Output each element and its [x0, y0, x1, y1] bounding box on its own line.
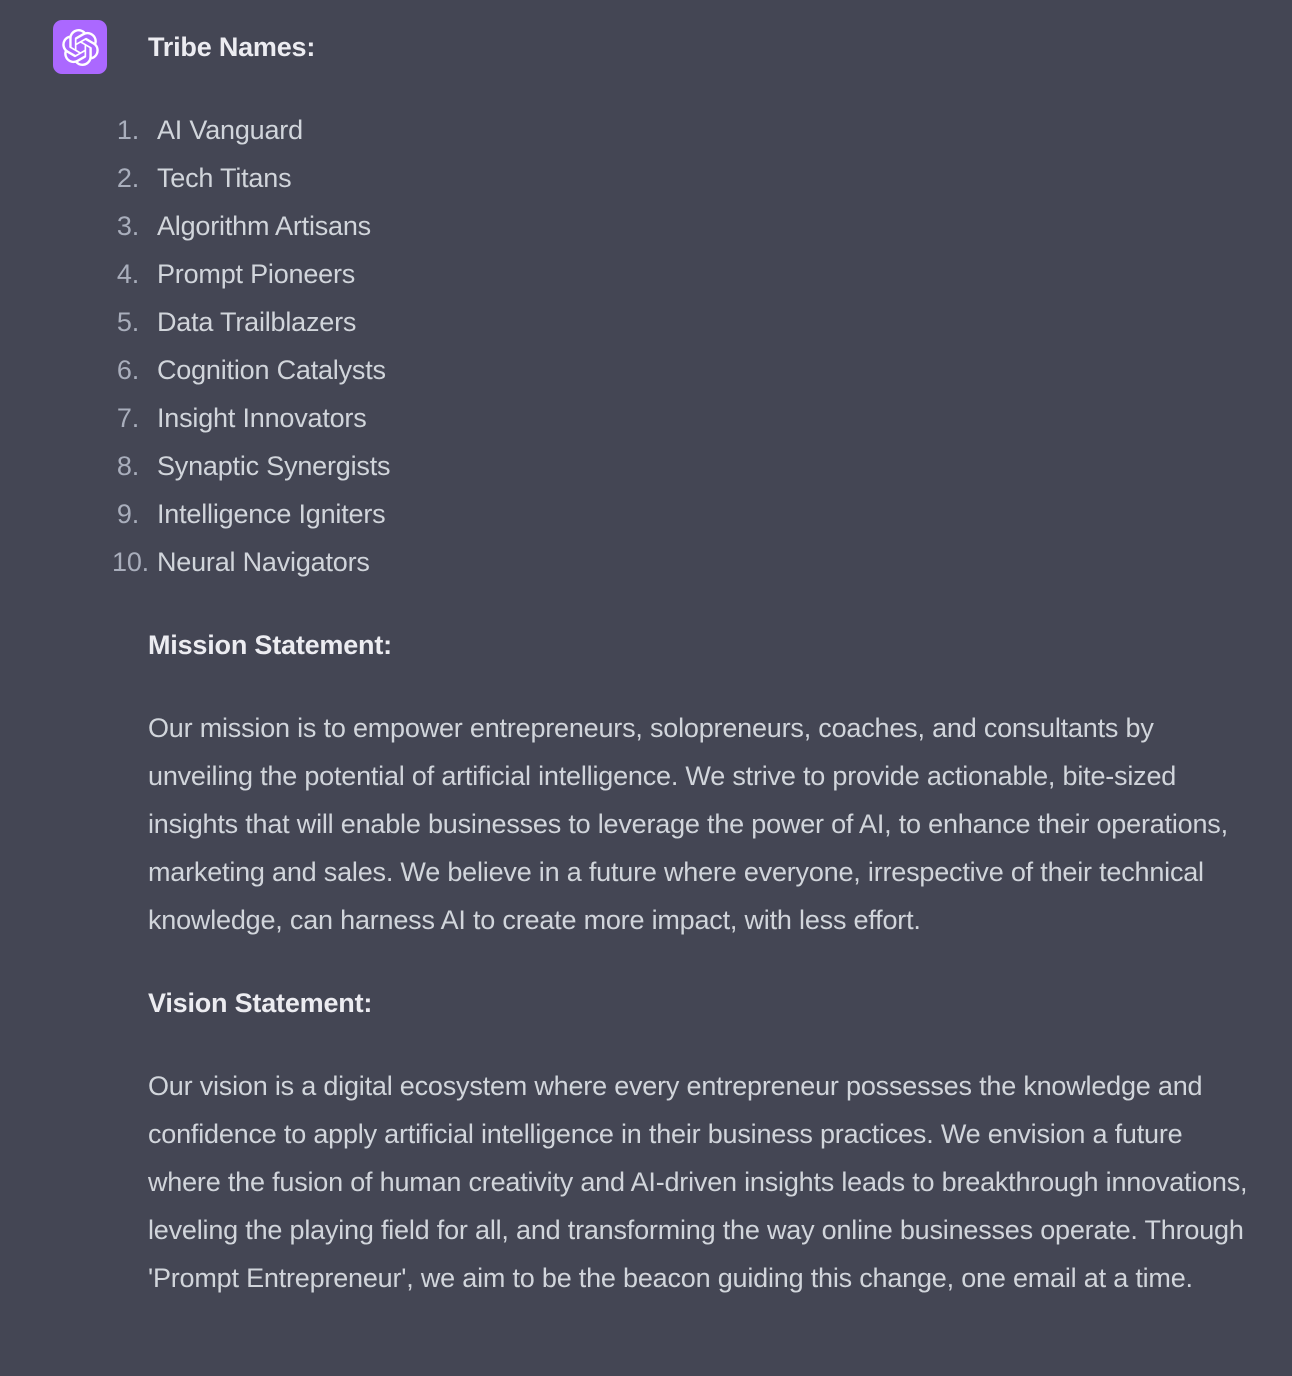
list-item-label: Intelligence Igniters: [157, 499, 386, 529]
vision-statement-paragraph: Our vision is a digital ecosystem where every entrepreneur possesses the knowledge and confidence to apply artificial intelligence in their business practices. We envision a future where the fusion of human creativity and AI-driven insights leads to breakthrough innovations, leveling the playing field for all, and transforming the way online businesses operate. Through 'Prompt Entrepreneur', we aim to be the beacon guiding this change, one email at a time.: [148, 1071, 1248, 1293]
list-item: [112, 442, 1248, 490]
list-item: [112, 394, 1248, 442]
list-item-number: 6.: [116, 355, 139, 385]
list-item-number: 5.: [116, 307, 139, 337]
list-item-number: 8.: [116, 451, 139, 481]
openai-logo-icon: [62, 29, 99, 66]
list-item: [112, 202, 1248, 250]
list-item-label: Synaptic Synergists: [157, 451, 391, 481]
list-item-number: 3.: [116, 211, 139, 241]
mission-statement-paragraph: Our mission is to empower entrepreneurs, solopreneurs, coaches, and consultants by unveiling the potential of artificial intelligence. We strive to provide actionable, bite-sized insights that will enable businesses to leverage the power of AI, to enhance their operations, marketing and sales. We believe in a future where everyone, irrespective of their technical knowledge, can harness AI to create more impact, with less effort.: [148, 713, 1228, 935]
message-content: [112, 20, 1248, 1302]
tribe-names-heading: Tribe Names:: [148, 32, 316, 62]
list-item-number: 1.: [116, 115, 139, 145]
mission-statement-heading: Mission Statement:: [148, 630, 392, 660]
list-item-label: Algorithm Artisans: [157, 211, 371, 241]
list-item-label: Cognition Catalysts: [157, 355, 386, 385]
list-item: [112, 538, 1248, 586]
list-item-number: 2.: [116, 163, 139, 193]
list-item: [112, 346, 1248, 394]
list-item-label: Insight Innovators: [157, 403, 367, 433]
list-item-number: 4.: [116, 259, 139, 289]
list-item-label: Tech Titans: [157, 163, 292, 193]
tribe-names-list: [112, 106, 1248, 586]
list-item: [112, 154, 1248, 202]
list-item: [112, 106, 1248, 154]
list-item-label: Prompt Pioneers: [157, 259, 356, 289]
vision-statement-heading: Vision Statement:: [148, 988, 373, 1018]
list-item-label: Neural Navigators: [157, 547, 370, 577]
list-item-number: 9.: [116, 499, 139, 529]
list-item-label: Data Trailblazers: [157, 307, 357, 337]
list-item: [112, 250, 1248, 298]
list-item: [112, 298, 1248, 346]
list-item-number: 10.: [112, 547, 149, 577]
list-item: [112, 490, 1248, 538]
assistant-avatar: [53, 20, 107, 74]
list-item-number: 7.: [116, 403, 139, 433]
list-item-label: AI Vanguard: [157, 115, 303, 145]
